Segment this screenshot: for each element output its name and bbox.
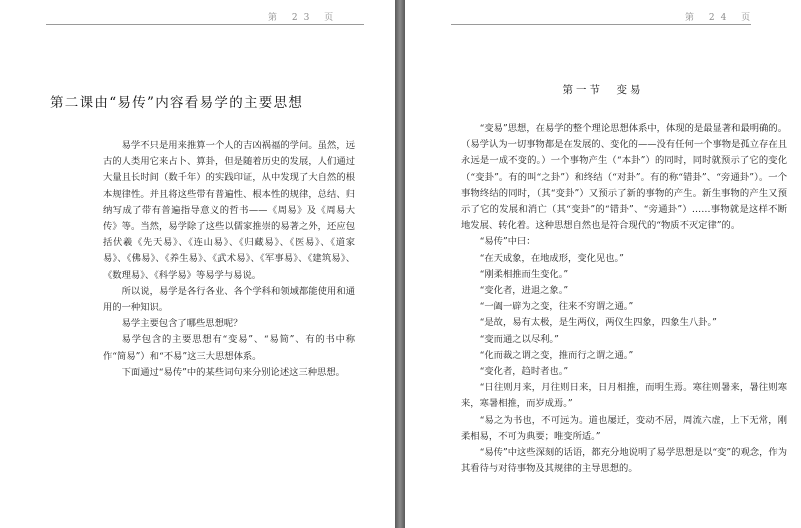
- header-rule-right: [451, 24, 751, 25]
- quote: “易之为书也，不可远为。道也屡迁，变动不居，周流六虚，上下无常，刚柔相易，不可为典要；唯变所适。”: [461, 414, 787, 442]
- quote: “是故，易有太极，是生两仪，两仪生四象，四象生八卦。”: [479, 317, 717, 329]
- header-rule-left: [46, 24, 364, 25]
- paragraph: 下面通过“易传”中的某些词句来分别论述这三种思想。: [121, 366, 345, 378]
- chapter-title: 第二课由“易传”内容看易学的主要思想: [50, 95, 304, 111]
- page-header-right: 第 24 页: [685, 13, 757, 23]
- paragraph: “易传”中这些深刻的话语，都充分地说明了易学思想是以“变”的观念，作为其看待与对待事物及其规律的主导思想的。: [461, 447, 787, 475]
- quote: “化而裁之谓之变，推而行之谓之通。”: [479, 349, 634, 361]
- section-title: 第一节 变易: [562, 84, 644, 96]
- quote: “一阖一辟为之变，往来不穷谓之通。”: [479, 301, 634, 313]
- quote: “变化者，趋时者也。”: [479, 366, 569, 378]
- quote: “刚柔相推而生变化。”: [479, 268, 569, 280]
- right-body-text: [461, 121, 787, 477]
- quote: “日往则月来，月往则日来，日月相推，而明生焉。寒往则暑来，暑往则寒来，寒暑相推，而岁成焉。”: [461, 382, 787, 410]
- paragraph: “易传”中曰：: [479, 236, 536, 248]
- quote: “在天成象，在地成形，变化见也。”: [479, 252, 624, 264]
- left-body-text: [103, 138, 355, 381]
- paragraph: 易学主要包含了哪些思想呢？: [121, 318, 243, 330]
- page-gutter: [395, 0, 405, 528]
- page-header-left: 第 23 页: [268, 13, 340, 23]
- paragraph: 易学不只是用来推算一个人的吉凶祸福的学问。虽然，远古的人类用它来占卜、算卦，但是随着历史的发展，人们通过大量且长时间（数千年）的实践印证，从中发现了大自然的根本规律性。并且将这些带有普遍性、根本性的规律，总结、归纳写成了带有普遍指导意义的哲书——《周易》及《周易大传》等。当然，易学除了这些以儒家推崇的易著之外，还应包括伏羲《先天易》、《连山易》、《归藏易》、《医易》、《道家易》、《佛易》、《养生易》、《武术易》、《军事易》、《建筑易》、《数理易》、《科学易》等易学与易说。: [103, 140, 355, 281]
- left-page: [0, 0, 395, 528]
- quote: “变而通之以尽利。”: [479, 333, 559, 345]
- right-page: [405, 0, 801, 528]
- paragraph: 所以说，易学是各行各业、各个学科和领域都能使用和通用的一种知识。: [103, 285, 355, 314]
- paragraph: 易学包含的主要思想有“变易”、“易简”、有的书中称作“简易”）和“不易”这三大思想体系。: [103, 334, 355, 362]
- paragraph: “变易”思想，在易学的整个理论思想体系中，体现的是最显著和最明确的。（易学认为一切事物都是在发展的、变化的——没有任何一个事物是孤立存在且永远是一成不变的。）一个事物产生（“本卦”）的同时，同时就预示了它的变化（“变卦”。有的叫“之卦”）和终结（“对卦”。有的称“错卦”、“旁通卦”）。一个事物终结的同时，（其“变卦”）又预示了新的事物的产生。新生事物的产生又预示了它的发展和消亡（其“变卦”的“错卦”、“旁通卦”）……事物就是这样不断地发展、转化着。这种思想自然也是符合现代的“物质不灭定律”的。: [461, 123, 787, 232]
- quote: “变化者，进退之象。”: [479, 285, 569, 297]
